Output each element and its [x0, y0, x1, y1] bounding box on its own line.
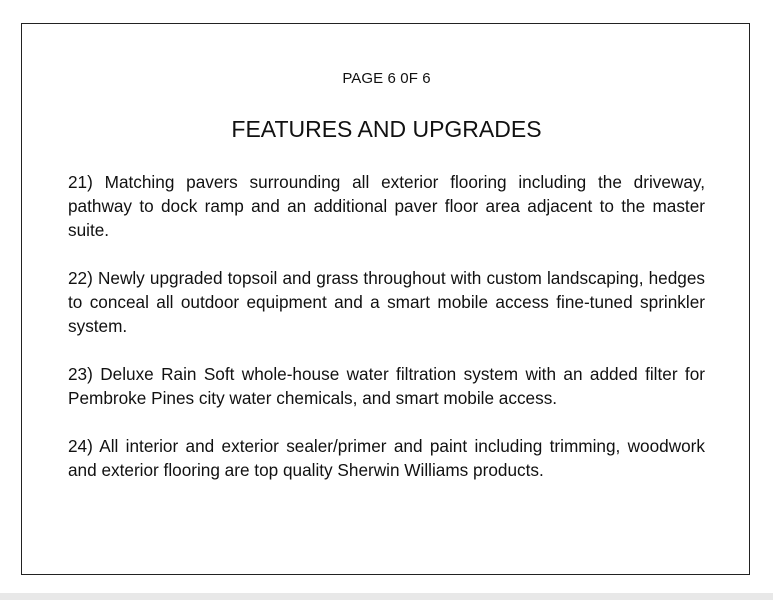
- bottom-strip: [0, 593, 773, 600]
- feature-item-21: 21) Matching pavers surrounding all exterior flooring including the driveway, pathway to dock ramp and an additional paver floor area adjacent to the master suite.: [68, 172, 705, 240]
- page-number: PAGE 6 0F 6: [342, 70, 431, 87]
- feature-item-24: 24) All interior and exterior sealer/primer and paint including trimming, woodwork and exterior flooring are top quality Sherwin Williams products.: [68, 436, 705, 480]
- page-title: FEATURES AND UPGRADES: [231, 116, 542, 142]
- features-list: [68, 170, 705, 506]
- feature-item-23: 23) Deluxe Rain Soft whole-house water filtration system with an added filter for Pembroke Pines city water chemicals, and smart mobile access.: [68, 364, 705, 408]
- feature-item-22: 22) Newly upgraded topsoil and grass throughout with custom landscaping, hedges to conceal all outdoor equipment and a smart mobile access fine-tuned sprinkler system.: [68, 268, 705, 336]
